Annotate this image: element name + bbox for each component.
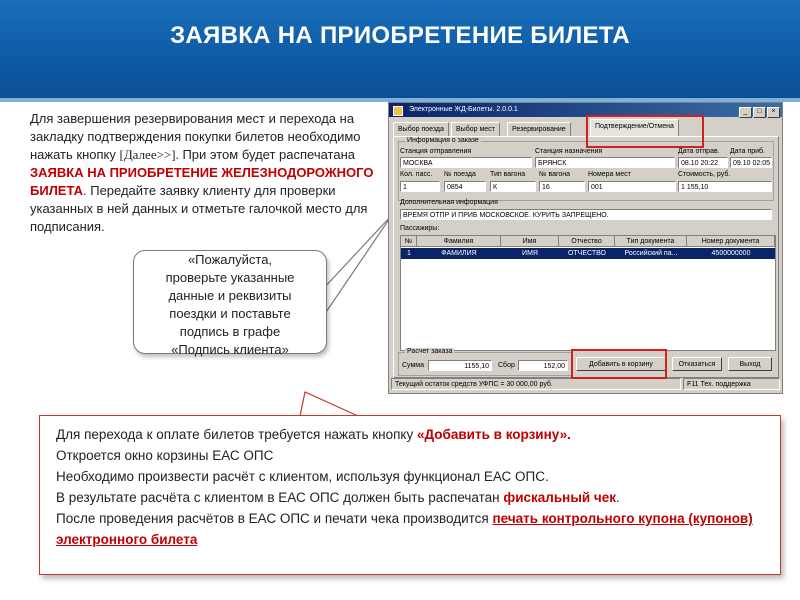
refuse-button[interactable]: Отказаться: [672, 357, 722, 371]
label-fee: Сбор: [498, 362, 515, 369]
label-train: № поезда: [444, 171, 476, 178]
count-field[interactable]: 1: [400, 181, 440, 192]
label-car-type: Тип вагона: [490, 171, 526, 178]
status-bar: [391, 378, 780, 390]
cell-name: ИМЯ: [522, 250, 538, 257]
col-header-patronymic: Отчество: [559, 236, 615, 247]
callout-bubble: [133, 250, 327, 357]
passenger-table: [400, 235, 776, 351]
label-arr-date: Дата приб.: [730, 148, 765, 155]
instruction-text: После проведения расчётов в ЕАС ОПС и печати чека производится: [56, 511, 493, 526]
seats-field[interactable]: 001: [588, 181, 676, 192]
callout-line: «Пожалуйста,: [187, 252, 273, 267]
close-icon[interactable]: ×: [767, 107, 780, 118]
next-button-ref: [Далее>>].: [119, 147, 179, 162]
highlight-confirmation-tab: [586, 115, 704, 148]
cell-surname: ФАМИЛИЯ: [441, 250, 477, 257]
intro-part-3: . Передайте заявку клиенту для проверки указанных в ней данных и отметьте галочкой место для подписания.: [30, 183, 368, 234]
label-to: Станция назначения: [535, 148, 603, 155]
label-dep-date: Дата отправ.: [678, 148, 720, 155]
tab-confirmation[interactable]: Подтверждение/Отмена: [590, 119, 679, 136]
tab-train-select[interactable]: Выбор поезда: [393, 122, 449, 136]
maximize-icon[interactable]: □: [753, 107, 766, 118]
callout-line: поездки и поставьте: [169, 306, 291, 321]
col-header-name: Имя: [501, 236, 559, 247]
callout-line: данные и реквизиты: [168, 288, 292, 303]
instruction-text: .: [616, 490, 620, 505]
label-count: Кол. пасс.: [400, 171, 433, 178]
cell-patronymic: ОТЧЕСТВО: [567, 250, 607, 257]
order-info-label: Информация о заказе: [407, 137, 479, 144]
window-title: Электронные ЖД-Билеты. 2.0.0.1: [409, 106, 518, 113]
fiscal-receipt-ref: фискальный чек: [503, 490, 617, 505]
col-header-doc-number: Номер документа: [687, 236, 775, 247]
callout-line: «Подпись клиента»: [171, 342, 289, 357]
tab-panel: [393, 136, 779, 378]
minimize-icon[interactable]: _: [739, 107, 752, 118]
label-from: Станция отправления: [400, 148, 472, 155]
from-field[interactable]: МОСКВА: [400, 157, 532, 168]
arr-date-field[interactable]: 09.10 02:05: [730, 157, 772, 168]
label-passengers: Пассажиры:: [400, 225, 440, 232]
train-field[interactable]: 0854: [444, 181, 486, 192]
col-header-no: №: [401, 236, 417, 247]
instruction-line: Откроется окно корзины ЕАС ОПС: [56, 448, 274, 463]
instruction-line: [56, 424, 764, 445]
intro-part-1: Для завершения резервирования мест и перехода на закладку подтверждения покупки билетов необходимо нажать кнопку: [30, 111, 361, 162]
extra-info-field[interactable]: ВРЕМЯ ОТПР И ПРИБ МОСКОВСКОЕ. КУРИТЬ ЗАПРЕЩЕНО.: [400, 209, 772, 220]
tab-reservation[interactable]: Резервирование: [507, 122, 571, 136]
to-field[interactable]: БРЯНСК: [535, 157, 675, 168]
calc-label: Расчет заказа: [407, 348, 453, 355]
label-price: Стоимость, руб.: [678, 171, 731, 178]
instruction-line: Необходимо произвести расчёт с клиентом, используя функционал ЕАС ОПС.: [56, 469, 549, 484]
status-support[interactable]: F11 Тех. поддержка: [683, 378, 780, 390]
add-to-cart-button[interactable]: Добавить в корзину: [576, 357, 666, 371]
callout-line: подпись в графе: [179, 324, 281, 339]
slide-title: ЗАЯВКА НА ПРИОБРЕТЕНИЕ БИЛЕТА: [170, 22, 630, 49]
application-name: ЗАЯВКА НА ПРИОБРЕТЕНИЕ ЖЕЛЕЗНОДОРОЖНОГО БИЛЕТА: [30, 165, 374, 198]
dep-date-field[interactable]: 08.10 20:22: [678, 157, 728, 168]
coupon-print-ref: печать контрольного купона (купонов) электронного билета: [56, 511, 753, 547]
sum-field[interactable]: 1155,10: [428, 360, 492, 371]
instruction-line: [56, 487, 764, 508]
instruction-text: Для перехода к оплате билетов требуется нажать кнопку: [56, 427, 417, 442]
intro-part-2: При этом будет распечатана: [178, 147, 355, 162]
col-header-surname: Фамилия: [417, 236, 501, 247]
highlight-add-to-cart: [571, 349, 667, 379]
status-balance: Текущий остаток средств УФПС = 30 000,00 руб.: [391, 378, 681, 390]
tab-seat-select[interactable]: Выбор мест: [451, 122, 500, 136]
col-header-doc-type: Тип документа: [615, 236, 687, 247]
label-extra: Дополнительная информация: [400, 199, 498, 206]
cell-doc-type: Российский па...: [624, 250, 678, 257]
label-car-no: № вагона: [539, 171, 571, 178]
car-type-field[interactable]: К: [490, 181, 536, 192]
car-no-field[interactable]: 16: [539, 181, 585, 192]
price-field[interactable]: 1 155,10: [678, 181, 772, 192]
instructions-box: [39, 415, 781, 575]
cell-doc-number: 4500000000: [711, 250, 751, 257]
table-row[interactable]: [401, 248, 775, 259]
callout-line: проверьте указанные: [165, 270, 295, 285]
fee-field[interactable]: 152,00: [518, 360, 568, 371]
add-to-cart-ref: «Добавить в корзину».: [417, 427, 571, 442]
app-icon: [393, 106, 403, 116]
cell-no: 1: [407, 250, 411, 257]
label-seats: Номера мест: [588, 171, 631, 178]
exit-button[interactable]: Выход: [728, 357, 772, 371]
instruction-text: В результате расчёта с клиентом в ЕАС ОПС должен быть распечатан: [56, 490, 504, 505]
instruction-line: [56, 508, 764, 550]
label-sum: Сумма: [402, 362, 424, 369]
